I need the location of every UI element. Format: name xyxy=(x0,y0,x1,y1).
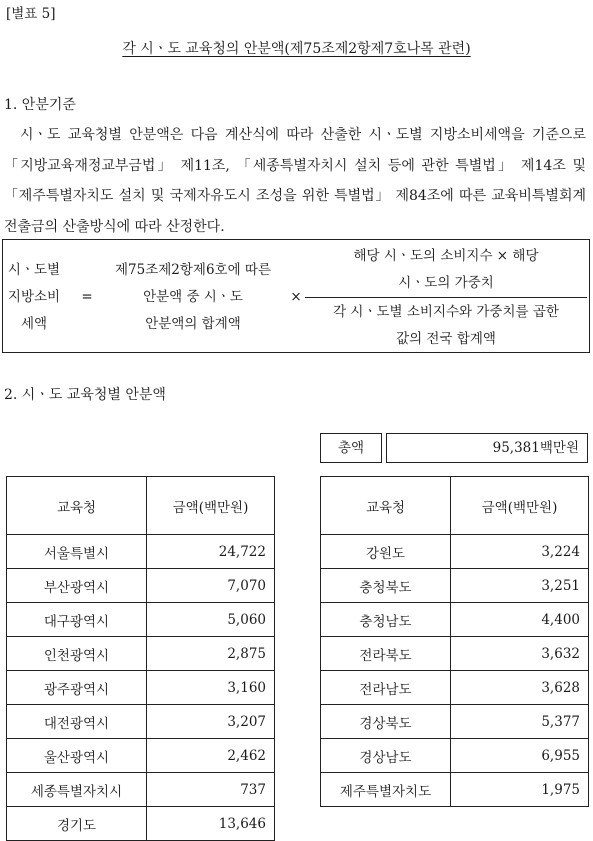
amount-cell: 4,400 xyxy=(451,603,589,637)
formula-equals: = xyxy=(81,289,93,305)
allocation-table-left xyxy=(6,476,275,841)
table-row xyxy=(321,637,589,671)
office-name-cell: 강원도 xyxy=(321,535,451,569)
amount-cell: 737 xyxy=(147,773,275,807)
formula-denominator xyxy=(305,299,587,353)
formula-denominator-line: 각 시ㆍ도별 소비지수와 가중치를 곱한 xyxy=(333,304,559,320)
formula-lhs-line: 시ㆍ도별 xyxy=(7,262,61,278)
table-row xyxy=(7,671,275,705)
column-header-amount: 금액(백만원) xyxy=(451,477,589,535)
office-name-cell: 제주특별자치도 xyxy=(321,773,451,807)
office-name-cell: 전라북도 xyxy=(321,637,451,671)
table-row xyxy=(7,535,275,569)
total-value: 95,381백만원 xyxy=(386,433,588,463)
total-label: 총액 xyxy=(320,433,382,463)
table-header-row xyxy=(7,477,275,535)
office-name-cell: 충청북도 xyxy=(321,569,451,603)
amount-cell: 3,251 xyxy=(451,569,589,603)
table-row xyxy=(321,535,589,569)
office-name-cell: 경기도 xyxy=(7,807,147,841)
formula-middle-line: 안분액의 합계액 xyxy=(145,316,241,332)
amount-cell: 3,628 xyxy=(451,671,589,705)
formula-times: × xyxy=(290,289,302,305)
office-name-cell: 경상북도 xyxy=(321,705,451,739)
annex-tag: [별표 5] xyxy=(6,6,56,22)
office-name-cell: 경상남도 xyxy=(321,739,451,773)
office-name-cell: 울산광역시 xyxy=(7,739,147,773)
table-row xyxy=(7,637,275,671)
table-header-row xyxy=(321,477,589,535)
formula-middle xyxy=(101,257,285,338)
document-title: 각 시ㆍ도 교육청의 안분액(제75조제2항제7호나목 관련) xyxy=(122,41,471,57)
table-row xyxy=(321,603,589,637)
amount-cell: 1,975 xyxy=(451,773,589,807)
amount-cell: 7,070 xyxy=(147,569,275,603)
formula-middle-line: 제75조제2항제6호에 따른 xyxy=(114,262,272,278)
table-row xyxy=(321,569,589,603)
amount-cell: 3,207 xyxy=(147,705,275,739)
table-row xyxy=(321,671,589,705)
office-name-cell: 대전광역시 xyxy=(7,705,147,739)
amount-cell: 3,224 xyxy=(451,535,589,569)
formula-numerator-line: 해당 시ㆍ도의 소비지수 × 해당 xyxy=(353,248,539,264)
table-row xyxy=(321,739,589,773)
formula-box xyxy=(2,239,590,353)
office-name-cell: 대구광역시 xyxy=(7,603,147,637)
amount-cell: 6,955 xyxy=(451,739,589,773)
column-header-office: 교육청 xyxy=(321,477,451,535)
table-row xyxy=(7,569,275,603)
table-row xyxy=(321,773,589,807)
amount-cell: 2,875 xyxy=(147,637,275,671)
column-header-amount: 금액(백만원) xyxy=(147,477,275,535)
amount-cell: 5,060 xyxy=(147,603,275,637)
formula-denominator-line: 값의 전국 합계액 xyxy=(396,331,496,347)
amount-cell: 3,160 xyxy=(147,671,275,705)
formula-lhs-line: 지방소비 xyxy=(7,289,61,305)
formula-lhs xyxy=(5,257,63,338)
office-name-cell: 인천광역시 xyxy=(7,637,147,671)
amount-cell: 24,722 xyxy=(147,535,275,569)
formula-numerator xyxy=(305,243,587,297)
section-heading-allocation: 2. 시ㆍ도 교육청별 안분액 xyxy=(4,387,166,403)
formula-lhs-line: 세액 xyxy=(20,316,48,332)
office-name-cell: 부산광역시 xyxy=(7,569,147,603)
fraction-bar xyxy=(305,297,587,298)
table-row xyxy=(7,773,275,807)
office-name-cell: 충청남도 xyxy=(321,603,451,637)
office-name-cell: 광주광역시 xyxy=(7,671,147,705)
office-name-cell: 서울특별시 xyxy=(7,535,147,569)
table-row xyxy=(7,739,275,773)
amount-cell: 2,462 xyxy=(147,739,275,773)
amount-cell: 3,632 xyxy=(451,637,589,671)
section-heading-criteria: 1. 안분기준 xyxy=(4,97,76,113)
formula-middle-line: 안분액 중 시ㆍ도 xyxy=(143,289,243,305)
allocation-table-right xyxy=(320,476,589,807)
table-row xyxy=(321,705,589,739)
formula-numerator-line: 시ㆍ도의 가중치 xyxy=(398,275,494,291)
amount-cell: 5,377 xyxy=(451,705,589,739)
column-header-office: 교육청 xyxy=(7,477,147,535)
office-name-cell: 세종특별자치시 xyxy=(7,773,147,807)
table-row xyxy=(7,603,275,637)
table-row xyxy=(7,705,275,739)
criteria-paragraph: 시ㆍ도 교육청별 안분액은 다음 계산식에 따라 산출한 시ㆍ도별 지방소비세액을 기준으로 「지방교육재정교부금법」 제11조, 「세종특별자치시 설치 등에 관한 특별법」 제14조 및 「제주특별자치도 설치 및 국제자유도시 조성을 위한 특별법」 제84조에 따른 교육비특별회계 전출금의 산출방식에 따라 산정한다. xyxy=(4,127,586,235)
office-name-cell: 전라남도 xyxy=(321,671,451,705)
amount-cell: 13,646 xyxy=(147,807,275,841)
